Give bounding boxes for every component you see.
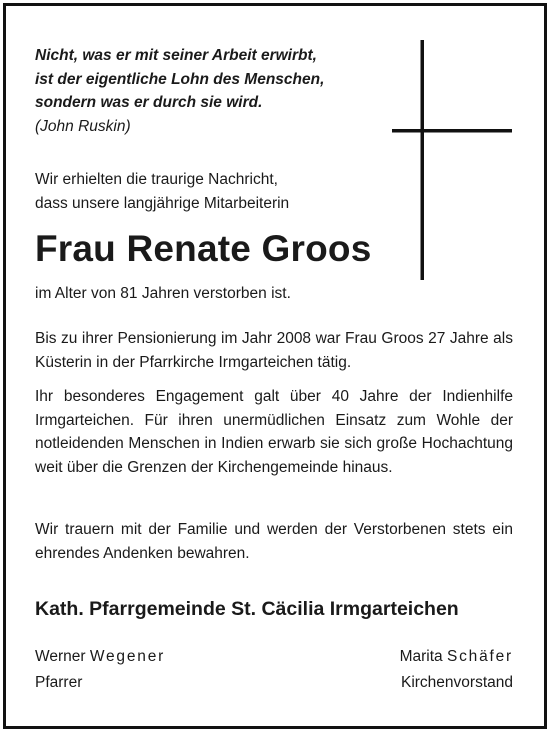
organization-name: Kath. Pfarrgemeinde St. Cäcilia Irmgarteichen bbox=[35, 598, 459, 620]
quote-block bbox=[35, 44, 513, 138]
announcement-line: dass unsere langjährige Mitarbeiterin bbox=[35, 194, 290, 212]
signature-role: Pfarrer bbox=[35, 674, 83, 691]
announcement-line: Wir erhielten die traurige Nachricht, bbox=[35, 171, 278, 188]
obituary-content bbox=[35, 44, 513, 691]
deceased-name: Frau Renate Groos bbox=[35, 228, 372, 269]
quote-author: (John Ruskin) bbox=[35, 117, 131, 135]
engagement-paragraph: Ihr besonderes Engagement galt über 40 Jahre der Indienhilfe Irmgarteichen. Für ihren unermüdlichen Einsatz zum Wohle der notleidenden Menschen in Indien erwarb sie sich große Hochachtung weit über die Grenzen der Kirchengemeinde hinaus. bbox=[35, 388, 513, 476]
signature-name bbox=[400, 644, 513, 670]
quote-line: sondern was er durch sie wird. bbox=[35, 94, 263, 111]
signature-role: Kirchenvorstand bbox=[400, 674, 513, 691]
announcement-text bbox=[35, 168, 289, 215]
signature-right bbox=[400, 644, 513, 696]
signature-first-name: Werner bbox=[35, 648, 86, 665]
signature-left bbox=[35, 644, 165, 696]
signature-name bbox=[35, 644, 165, 670]
age-line: im Alter von 81 Jahren verstorben ist. bbox=[35, 285, 291, 302]
career-paragraph: Bis zu ihrer Pensionierung im Jahr 2008 war Frau Groos 27 Jahre als Küsterin in der Pfarrkirche Irmgarteichen tätig. bbox=[35, 330, 513, 371]
signature-first-name: Marita bbox=[399, 648, 443, 665]
quote-line: ist der eigentliche Lohn des Menschen, bbox=[35, 70, 325, 88]
signature-last-name: Wegener bbox=[89, 648, 166, 665]
quote-line: Nicht, was er mit seiner Arbeit erwirbt, bbox=[35, 47, 317, 64]
signature-last-name: Schäfer bbox=[446, 648, 513, 665]
mourning-paragraph: Wir trauern mit der Familie und werden der Verstorbenen stets ein ehrendes Andenken bewahren. bbox=[35, 521, 513, 562]
